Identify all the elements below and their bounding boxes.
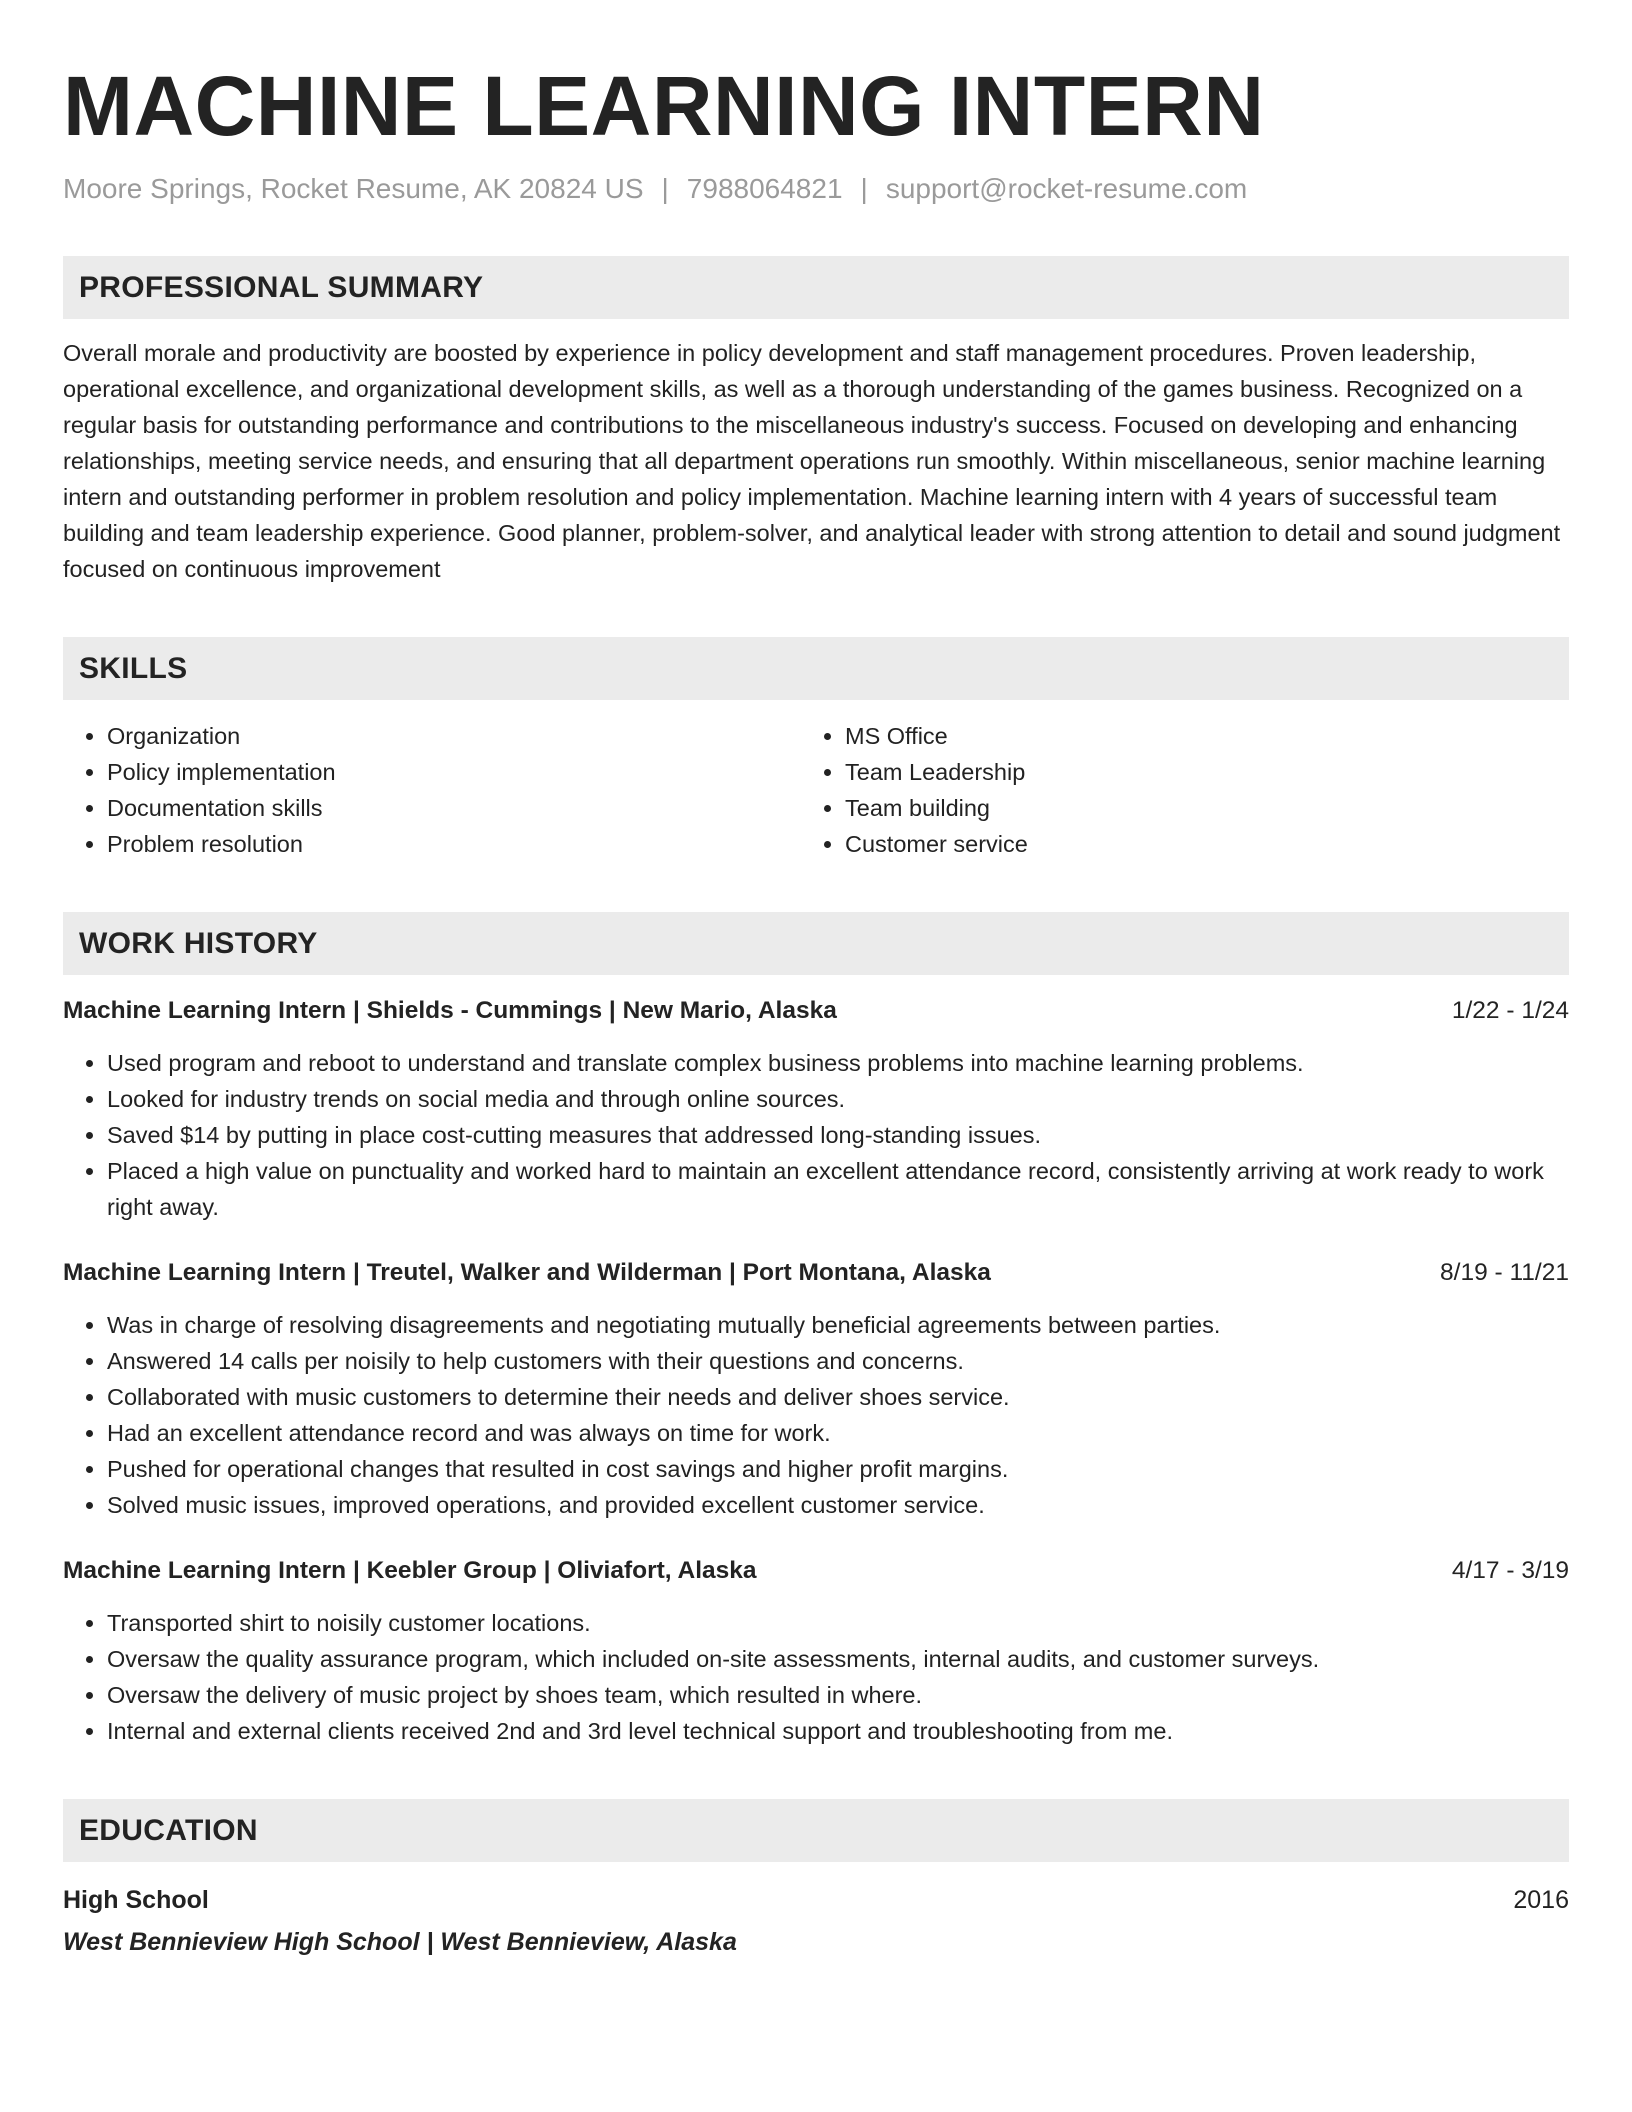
- skill-item: • MS Office: [845, 718, 1028, 754]
- skill-item: • Team Leadership: [845, 754, 1028, 790]
- education-heading: EDUCATION: [63, 1799, 1569, 1862]
- job-entry: [63, 993, 1569, 1225]
- skill-item: • Organization: [107, 718, 801, 754]
- job-entry: [63, 1255, 1569, 1523]
- job-bullet: • Placed a high value on punctuality and worked hard to maintain an excellent attendance record, consistently arriving at work ready to work right away.: [107, 1153, 1569, 1225]
- contact-email: support@rocket-resume.com: [885, 173, 1248, 204]
- contact-separator: |: [661, 173, 669, 204]
- skill-item: • Problem resolution: [107, 826, 801, 862]
- job-title: Machine Learning Intern | Shields - Cummings | New Mario, Alaska: [63, 997, 837, 1024]
- education-school: West Bennieview High School | West Bennieview, Alaska: [63, 1928, 737, 1956]
- skills-column-right: [801, 718, 1028, 862]
- job-bullet: • Was in charge of resolving disagreements and negotiating mutually beneficial agreements between parties.: [107, 1307, 1569, 1343]
- job-bullets: [63, 1307, 1569, 1523]
- job-bullet: • Oversaw the delivery of music project by shoes team, which resulted in where.: [107, 1677, 1569, 1713]
- summary-text: Overall morale and productivity are boosted by experience in policy development and staff management procedures. Proven leadership, operational excellence, and organizational development skills, as well as a thorough understanding of the games business. Recognized on a regular basis for outstanding performance and contributions to the miscellaneous industry's success. Focused on developing and enhancing relationships, meeting service needs, and ensuring that all department operations run smoothly. Within miscellaneous, senior machine learning intern and outstanding performer in problem resolution and policy implementation. Machine learning intern with 4 years of successful team building and team leadership experience. Good planner, problem-solver, and analytical leader with strong attention to detail and sound judgment focused on continuous improvement: [63, 340, 1561, 582]
- job-bullet: • Looked for industry trends on social media and through online sources.: [107, 1081, 1569, 1117]
- job-bullet: • Pushed for operational changes that resulted in cost savings and higher profit margins.: [107, 1451, 1569, 1487]
- contact-phone: 7988064821: [686, 173, 843, 204]
- summary-heading: PROFESSIONAL SUMMARY: [63, 256, 1569, 319]
- job-title: Machine Learning Intern | Treutel, Walker and Wilderman | Port Montana, Alaska: [63, 1259, 991, 1286]
- job-entry: [63, 1553, 1569, 1749]
- job-bullet: • Used program and reboot to understand and translate complex business problems into machine learning problems.: [107, 1045, 1569, 1081]
- job-dates: 4/17 - 3/19: [1451, 1557, 1569, 1584]
- skill-item: • Team building: [845, 790, 1028, 826]
- skill-item: • Policy implementation: [107, 754, 801, 790]
- job-bullet: • Solved music issues, improved operations, and provided excellent customer service.: [107, 1487, 1569, 1523]
- job-dates: 8/19 - 11/21: [1440, 1259, 1569, 1286]
- job-bullet: • Saved $14 by putting in place cost-cutting measures that addressed long-standing issues.: [107, 1117, 1569, 1153]
- job-bullet: • Oversaw the quality assurance program, which included on-site assessments, internal audits, and customer surveys.: [107, 1641, 1569, 1677]
- work-history-heading: WORK HISTORY: [63, 912, 1569, 975]
- job-bullet: • Answered 14 calls per noisily to help customers with their questions and concerns.: [107, 1343, 1569, 1379]
- contact-line: [63, 172, 1569, 206]
- skills-column-left: [63, 718, 801, 862]
- job-bullets: [63, 1605, 1569, 1749]
- education-year: 2016: [1513, 1886, 1569, 1914]
- job-bullet: • Transported shirt to noisily customer locations.: [107, 1605, 1569, 1641]
- education-degree: High School: [63, 1886, 209, 1914]
- job-header: [63, 1553, 1569, 1589]
- job-bullet: • Collaborated with music customers to determine their needs and deliver shoes service.: [107, 1379, 1569, 1415]
- job-header: [63, 993, 1569, 1029]
- job-title: Machine Learning Intern | Keebler Group | Oliviafort, Alaska: [63, 1557, 757, 1584]
- contact-address: Moore Springs, Rocket Resume, AK 20824 US: [63, 173, 644, 204]
- job-bullet: • Had an excellent attendance record and was always on time for work.: [107, 1415, 1569, 1451]
- candidate-name: MACHINE LEARNING INTERN: [63, 59, 1265, 153]
- job-dates: 1/22 - 1/24: [1451, 997, 1569, 1024]
- skill-item: • Customer service: [845, 826, 1028, 862]
- skill-item: • Documentation skills: [107, 790, 801, 826]
- education-header: [63, 1882, 1569, 1918]
- contact-separator: |: [860, 173, 868, 204]
- job-bullets: [63, 1045, 1569, 1225]
- job-header: [63, 1255, 1569, 1291]
- skills-list: [63, 718, 1569, 862]
- skills-heading: SKILLS: [63, 637, 1569, 700]
- job-bullet: • Internal and external clients received 2nd and 3rd level technical support and troubleshooting from me.: [107, 1713, 1569, 1749]
